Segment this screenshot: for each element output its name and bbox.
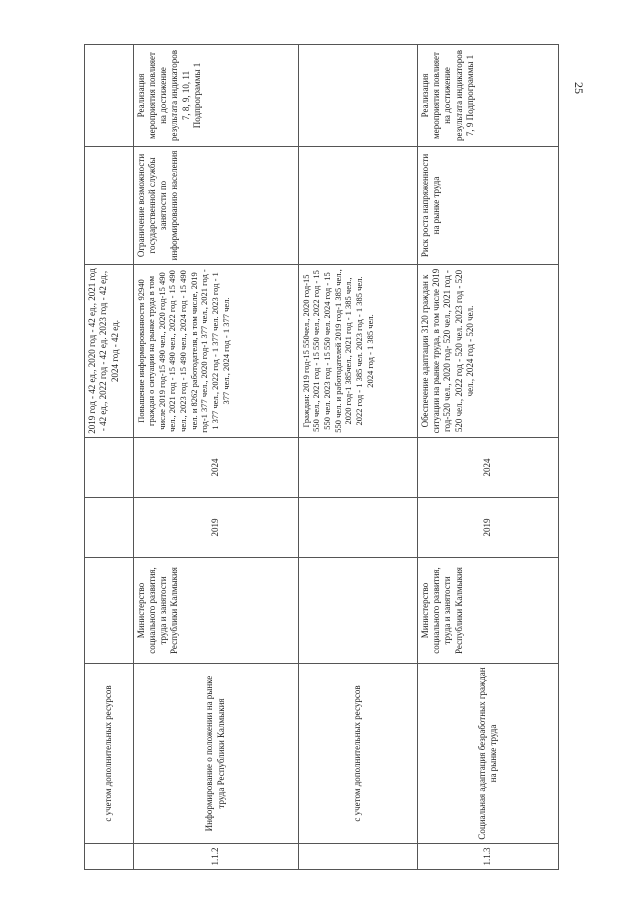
rotated-table-container [84,45,559,870]
cell-result: Повышение информированности 92940 граждан о ситуации на рынке труда в том числе 2019 год-15 490 чел., 2020 год-15 490 чел., 2021 год - 15 490 чел., 2022 год - 15 490 чел., 2023 год - 15 490 чел., 2024 год - 15 490 чел. и 8262 работодателя, в том числе, 2019 год-1 377 чел., 2020 год-1 377 чел., 2021 год - 1 377 чел., 2022 год - 1 377 чел. 2023 год - 1 377 чел., 2024 год - 1 377 чел. [133,265,298,438]
table-row [85,45,134,870]
cell-risk [85,147,134,265]
cell-num [298,844,417,870]
cell-end: 2024 [417,438,558,498]
measures-table [84,44,559,870]
table-row [417,45,558,870]
cell-link: Реализация мероприятия повлияет на достижение результата индикаторов 7, 8, 9, 10, 11 Подпрограммы 1 [133,45,298,147]
cell-end [298,438,417,498]
cell-link: Реализация мероприятия повлияет на достижение результата индикаторов 7, 9 Подпрограммы 1 [417,45,558,147]
cell-result: 2019 год - 42 ед., 2020 год - 42 ед., 2021 год - 42 ед., 2022 год - 42 ед. 2023 год - 42 ед., 2024 год - 42 ед. [85,265,134,438]
cell-start: 2019 [417,498,558,558]
cell-executor: Министерство социального развития, труда и занятости Республики Калмыкия [417,558,558,664]
cell-result: Граждан: 2019 год-15 550чел., 2020 год-15 550 чел., 2021 год - 15 550 чел., 2022 год - 15 550 чел. 2023 год - 15 550 чел. 2024 год - 15 550 чел. и работодателей 2019 год-1 385 чел., 2020 год-1 385чел., 2021 год - 1 385 чел., 2022 год - 1 385 чел. 2023 год - 1 385 чел. 2024 год - 1 385 чел. [298,265,417,438]
cell-link [85,45,134,147]
cell-end [85,438,134,498]
cell-num: 1.1.2 [133,844,298,870]
cell-start: 2019 [133,498,298,558]
cell-risk: Риск роста напряженности на рынке труда [417,147,558,265]
cell-end: 2024 [133,438,298,498]
cell-name: с учетом дополнительных ресурсов [298,664,417,844]
page-number: 25 [572,82,586,94]
cell-name: Информирование о положении на рынке труда Республики Калмыкия [133,664,298,844]
cell-start [298,498,417,558]
cell-executor [298,558,417,664]
cell-start [85,498,134,558]
cell-risk [298,147,417,265]
table-row [298,45,417,870]
cell-executor [85,558,134,664]
cell-executor: Министерство социального развития, труда и занятости Республики Калмыкия [133,558,298,664]
cell-num [85,844,134,870]
table-row [133,45,298,870]
cell-name: с учетом дополнительных ресурсов [85,664,134,844]
cell-num: 1.1.3 [417,844,558,870]
cell-result: Обеспечение адаптации 3120 граждан к ситуации на рынке труда, в том числе 2019 год-520 чел., 2020 год- 520 чел., 2021 год - 520 чел., 2022 год - 520 чел. 2023 год - 520 чел., 2024 год - 520 чел. [417,265,558,438]
cell-risk: Ограничение возможности государственной службы занятости по информированию населения [133,147,298,265]
cell-link [298,45,417,147]
cell-name: Социальная адаптация безработных граждан на рынке труда [417,664,558,844]
